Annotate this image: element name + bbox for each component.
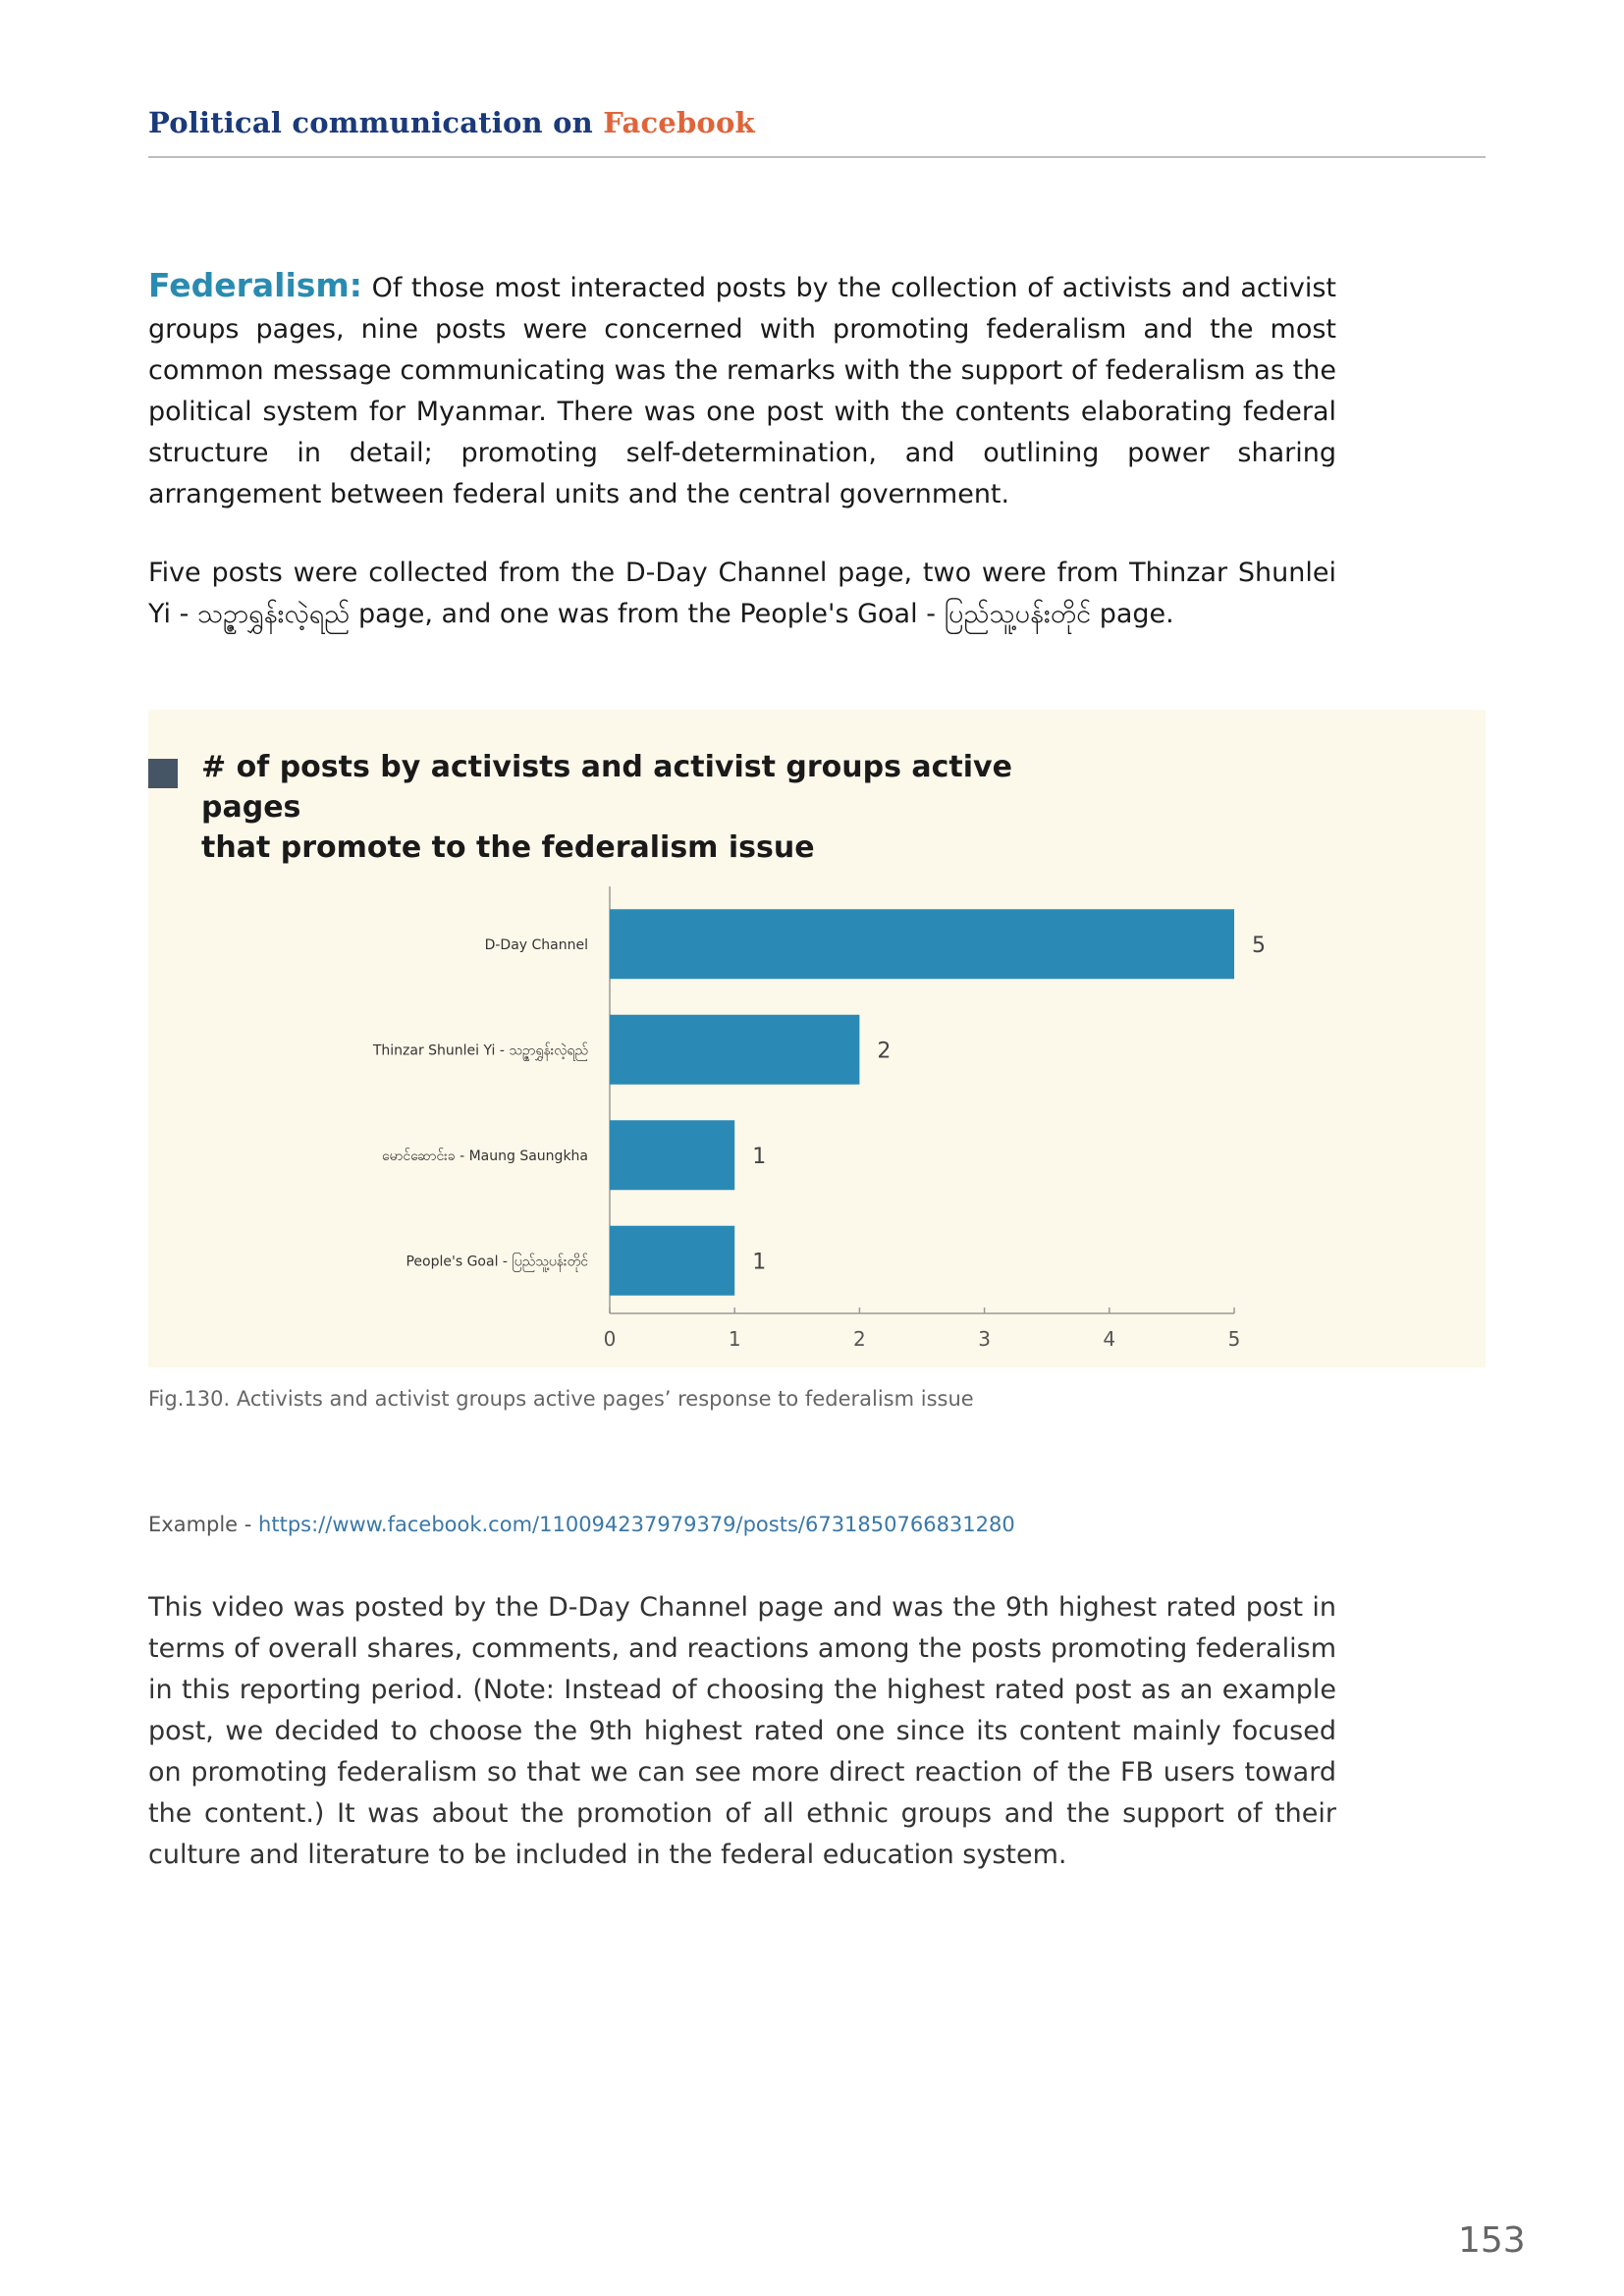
x-tick-label-0: 0: [603, 1327, 617, 1351]
data-label-1: 2: [877, 1039, 892, 1064]
x-tick-label-3: 3: [978, 1327, 991, 1351]
category-label-0: D-Day Channel: [484, 936, 588, 953]
x-tick-label-1: 1: [728, 1327, 741, 1351]
bar-1: [610, 1015, 859, 1085]
bar-3: [610, 1226, 734, 1296]
running-header: [148, 106, 755, 139]
section-lead-federalism: Federalism:: [148, 266, 362, 304]
bar-chart: [148, 710, 1486, 1367]
body-paragraph: This video was posted by the D-Day Channel page and was the 9th highest rated post in terms of overall shares, comments, and reactions among the posts promoting federalism in this reporting period. (Note: Instead of choosing the highest rated post as an example post, we decided to choose the 9th highest rated one since its content mainly focused on promoting federalism so that we can see more direct reaction of the FB users toward the content.) It was about the promotion of all ethnic groups and the support of their culture and literature to be included in the federal education system.: [148, 1592, 1336, 1870]
x-tick-label-2: 2: [853, 1327, 866, 1351]
data-label-0: 5: [1252, 933, 1266, 958]
x-tick-label-5: 5: [1227, 1327, 1241, 1351]
chart-title-line-1: # of posts by activists and activist groups active pages: [201, 750, 1012, 825]
intro-paragraph-1: [148, 265, 1336, 515]
chart-title-line-2: that promote to the federalism issue: [201, 830, 815, 865]
bar-2: [610, 1120, 734, 1190]
category-label-3: People's Goal - ပြည်သူ့ပန်းတိုင်: [406, 1254, 588, 1270]
x-tick-label-4: 4: [1103, 1327, 1116, 1351]
intro-paragraph-1-text: Of those most interacted posts by the collection of activists and activist groups pages, nine posts were concerned with promoting federalism and the most common message communicating was the remarks with the support of federalism as the political system for Myanmar. There was one post with the contents elaborating federal structure in detail; promoting self-determination, and outlining power sharing arrangement between federal units and the central government.: [148, 273, 1336, 509]
header-title-facebook: Facebook: [603, 106, 755, 139]
header-title-part1: Political communication on: [148, 106, 593, 139]
data-label-2: 1: [752, 1144, 767, 1169]
category-label-2: မောင်ဆောင်းခ - Maung Saungkha: [381, 1148, 588, 1164]
category-label-1: Thinzar Shunlei Yi - သဉ္ဇာရွှန်းလဲ့ရည်: [372, 1042, 588, 1059]
data-label-3: 1: [752, 1250, 767, 1275]
bar-0: [610, 909, 1234, 979]
example-label: Example -: [148, 1513, 259, 1536]
chart-panel: [148, 710, 1486, 1367]
example-link[interactable]: https://www.facebook.com/110094237979379/posts/6731850766831280: [258, 1513, 1015, 1536]
header-divider: [148, 156, 1486, 158]
figure-caption: Fig.130. Activists and activist groups active pages’ response to federalism issue: [148, 1387, 974, 1411]
page-number: 153: [1458, 2220, 1526, 2261]
intro-paragraph-2: Five posts were collected from the D-Day Channel page, two were from Thinzar Shunlei Yi - သဉ္ဇာရွှန်းလဲ့ရည် page, and one was from the People's Goal - ပြည်သူ့ပန်းတိုင် page.: [148, 558, 1336, 629]
example-line: [148, 1513, 1015, 1536]
